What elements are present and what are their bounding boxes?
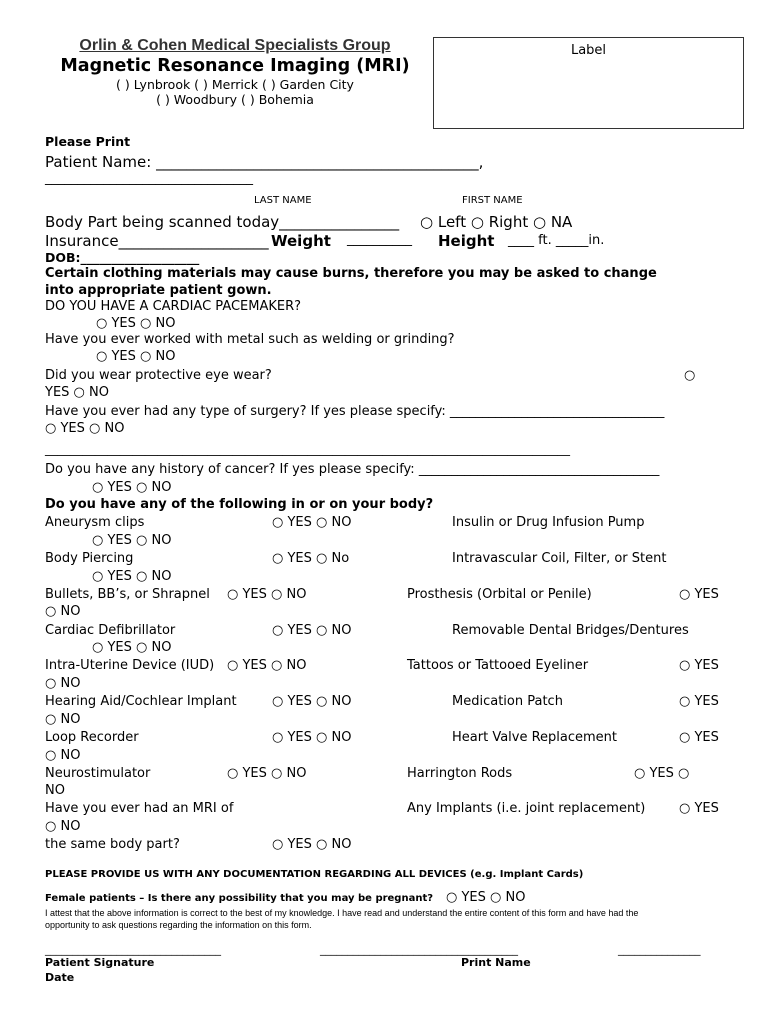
- attestation-line1: I attest that the above information is correct to the best of my knowledge. I have read and understand the entire content of this form and have had the: [45, 908, 639, 918]
- height-field[interactable]: ____ ft. _____in.: [508, 233, 605, 248]
- group-name: Orlin & Cohen Medical Specialists Group: [79, 37, 391, 54]
- body-part-field[interactable]: Body Part being scanned today________________: [45, 213, 400, 231]
- eyewear-question: Did you wear protective eye wear?: [45, 368, 272, 383]
- neuro-radio-group[interactable]: ○ YES ○ NO: [227, 766, 307, 781]
- patient-signature-line[interactable]: ________________________________: [45, 943, 221, 956]
- device-body-piercing: Body Piercing: [45, 551, 134, 566]
- valve-no-radio[interactable]: ○ NO: [45, 748, 81, 763]
- device-medication-patch: Medication Patch: [452, 694, 563, 709]
- device-loop-recorder: Loop Recorder: [45, 730, 139, 745]
- prosthesis-no-radio[interactable]: ○ NO: [45, 604, 81, 619]
- label-box-caption: Label: [570, 43, 607, 58]
- device-intravascular-coil: Intravascular Coil, Filter, or Stent: [452, 551, 667, 566]
- loop-radio-group[interactable]: ○ YES ○ NO: [272, 730, 352, 745]
- valve-yes-radio[interactable]: ○ YES: [679, 730, 719, 745]
- print-name-line[interactable]: ____________________________________: [320, 943, 518, 956]
- implants-yes-radio[interactable]: ○ YES: [679, 801, 719, 816]
- insulin-radio-group[interactable]: ○ YES ○ NO: [92, 533, 172, 548]
- device-neurostimulator: Neurostimulator: [45, 766, 151, 781]
- metal-work-question: Have you ever worked with metal such as welding or grinding?: [45, 332, 455, 347]
- prosthesis-yes-radio[interactable]: ○ YES: [679, 587, 719, 602]
- eyewear-radio-group[interactable]: YES ○ NO: [45, 385, 109, 400]
- patch-yes-radio[interactable]: ○ YES: [679, 694, 719, 709]
- eyewear-yes-radio[interactable]: ○: [684, 368, 696, 383]
- date-line[interactable]: _______________: [618, 943, 701, 956]
- harrington-radio-group[interactable]: ○ YES ○: [634, 766, 690, 781]
- tattoos-yes-radio[interactable]: ○ YES: [679, 658, 719, 673]
- prior-mri-question-line2: the same body part?: [45, 837, 180, 852]
- coil-radio-group[interactable]: ○ YES ○ NO: [92, 569, 172, 584]
- surgery-radio-group[interactable]: ○ YES ○ NO: [45, 421, 125, 436]
- device-aneurysm-clips: Aneurysm clips: [45, 515, 145, 530]
- documentation-notice: PLEASE PROVIDE US WITH ANY DOCUMENTATION REGARDING ALL DEVICES (e.g. Implant Cards): [45, 869, 584, 880]
- side-radio-group[interactable]: ○ Left ○ Right ○ NA: [420, 213, 573, 231]
- device-heart-valve: Heart Valve Replacement: [452, 730, 618, 745]
- implants-no-radio[interactable]: ○ NO: [45, 819, 81, 834]
- please-print-heading: Please Print: [45, 134, 131, 149]
- dentures-radio-group[interactable]: ○ YES ○ NO: [92, 640, 172, 655]
- defibrillator-radio-group[interactable]: ○ YES ○ NO: [272, 623, 352, 638]
- clothing-warning-line2: into appropriate patient gown.: [45, 283, 272, 298]
- patient-name-field[interactable]: Patient Name: ___________________________________________,: [45, 153, 484, 171]
- device-any-implants: Any Implants (i.e. joint replacement): [407, 801, 646, 816]
- print-name-label: Print Name: [461, 956, 531, 969]
- patient-name-field-continued[interactable]: ________________________________: [45, 171, 253, 186]
- tattoos-no-radio[interactable]: ○ NO: [45, 676, 81, 691]
- cancer-radio-group[interactable]: ○ YES ○ NO: [92, 480, 172, 495]
- pregnancy-radio-group[interactable]: ○ YES ○ NO: [446, 890, 526, 905]
- insurance-field[interactable]: Insurance____________________: [45, 232, 269, 250]
- form-title: Magnetic Resonance Imaging (MRI): [60, 56, 410, 76]
- prior-mri-radio-group[interactable]: ○ YES ○ NO: [272, 837, 352, 852]
- metal-work-radio-group[interactable]: ○ YES ○ NO: [96, 349, 176, 364]
- weight-label: Weight: [271, 232, 331, 250]
- aneurysm-radio-group[interactable]: ○ YES ○ NO: [272, 515, 352, 530]
- device-iud: Intra-Uterine Device (IUD): [45, 658, 215, 673]
- pacemaker-radio-group[interactable]: ○ YES ○ NO: [96, 316, 176, 331]
- iud-radio-group[interactable]: ○ YES ○ NO: [227, 658, 307, 673]
- location-checklist-row2[interactable]: ( ) Woodbury ( ) Bohemia: [156, 92, 314, 107]
- pacemaker-question: DO YOU HAVE A CARDIAC PACEMAKER?: [45, 299, 302, 314]
- last-name-caption: LAST NAME: [254, 195, 312, 206]
- attestation-line2: opportunity to ask questions regarding the information on this form.: [45, 920, 312, 930]
- device-harrington-rods: Harrington Rods: [407, 766, 513, 781]
- first-name-caption: FIRST NAME: [462, 195, 523, 206]
- device-prosthesis: Prosthesis (Orbital or Penile): [407, 587, 592, 602]
- bullets-radio-group[interactable]: ○ YES ○ NO: [227, 587, 307, 602]
- hearing-radio-group[interactable]: ○ YES ○ NO: [272, 694, 352, 709]
- clothing-warning-line1: Certain clothing materials may cause burns, therefore you may be asked to change: [45, 266, 657, 281]
- device-bullets-shrapnel: Bullets, BB’s, or Shrapnel: [45, 587, 210, 602]
- patch-no-radio[interactable]: ○ NO: [45, 712, 81, 727]
- prior-mri-question-line1: Have you ever had an MRI of: [45, 801, 234, 816]
- label-box: [433, 37, 744, 129]
- device-cardiac-defibrillator: Cardiac Defibrillator: [45, 623, 176, 638]
- device-dental-bridges: Removable Dental Bridges/Dentures: [452, 623, 689, 638]
- harrington-no-label: NO: [45, 783, 65, 798]
- date-label: Date: [45, 971, 75, 984]
- patient-signature-label: Patient Signature: [45, 956, 155, 969]
- devices-heading: Do you have any of the following in or on your body?: [45, 497, 434, 512]
- device-tattoos: Tattoos or Tattooed Eyeliner: [407, 658, 589, 673]
- surgery-details-field[interactable]: ____________________________________________________________________________________: [45, 441, 570, 456]
- height-label: Height: [438, 232, 495, 250]
- pregnancy-question: Female patients – Is there any possibility that you may be pregnant?: [45, 893, 434, 904]
- surgery-question[interactable]: Have you ever had any type of surgery? If yes please specify: _________________________________: [45, 404, 665, 419]
- location-checklist-row1[interactable]: ( ) Lynbrook ( ) Merrick ( ) Garden City: [116, 77, 354, 92]
- device-insulin-pump: Insulin or Drug Infusion Pump: [452, 515, 645, 530]
- device-hearing-aid: Hearing Aid/Cochlear Implant: [45, 694, 237, 709]
- cancer-question[interactable]: Do you have any history of cancer? If yes please specify: _____________________________________: [45, 462, 660, 477]
- dob-field[interactable]: DOB:___________________: [45, 250, 200, 265]
- piercing-radio-group[interactable]: ○ YES ○ No: [272, 551, 350, 566]
- weight-field[interactable]: __________: [347, 232, 412, 247]
